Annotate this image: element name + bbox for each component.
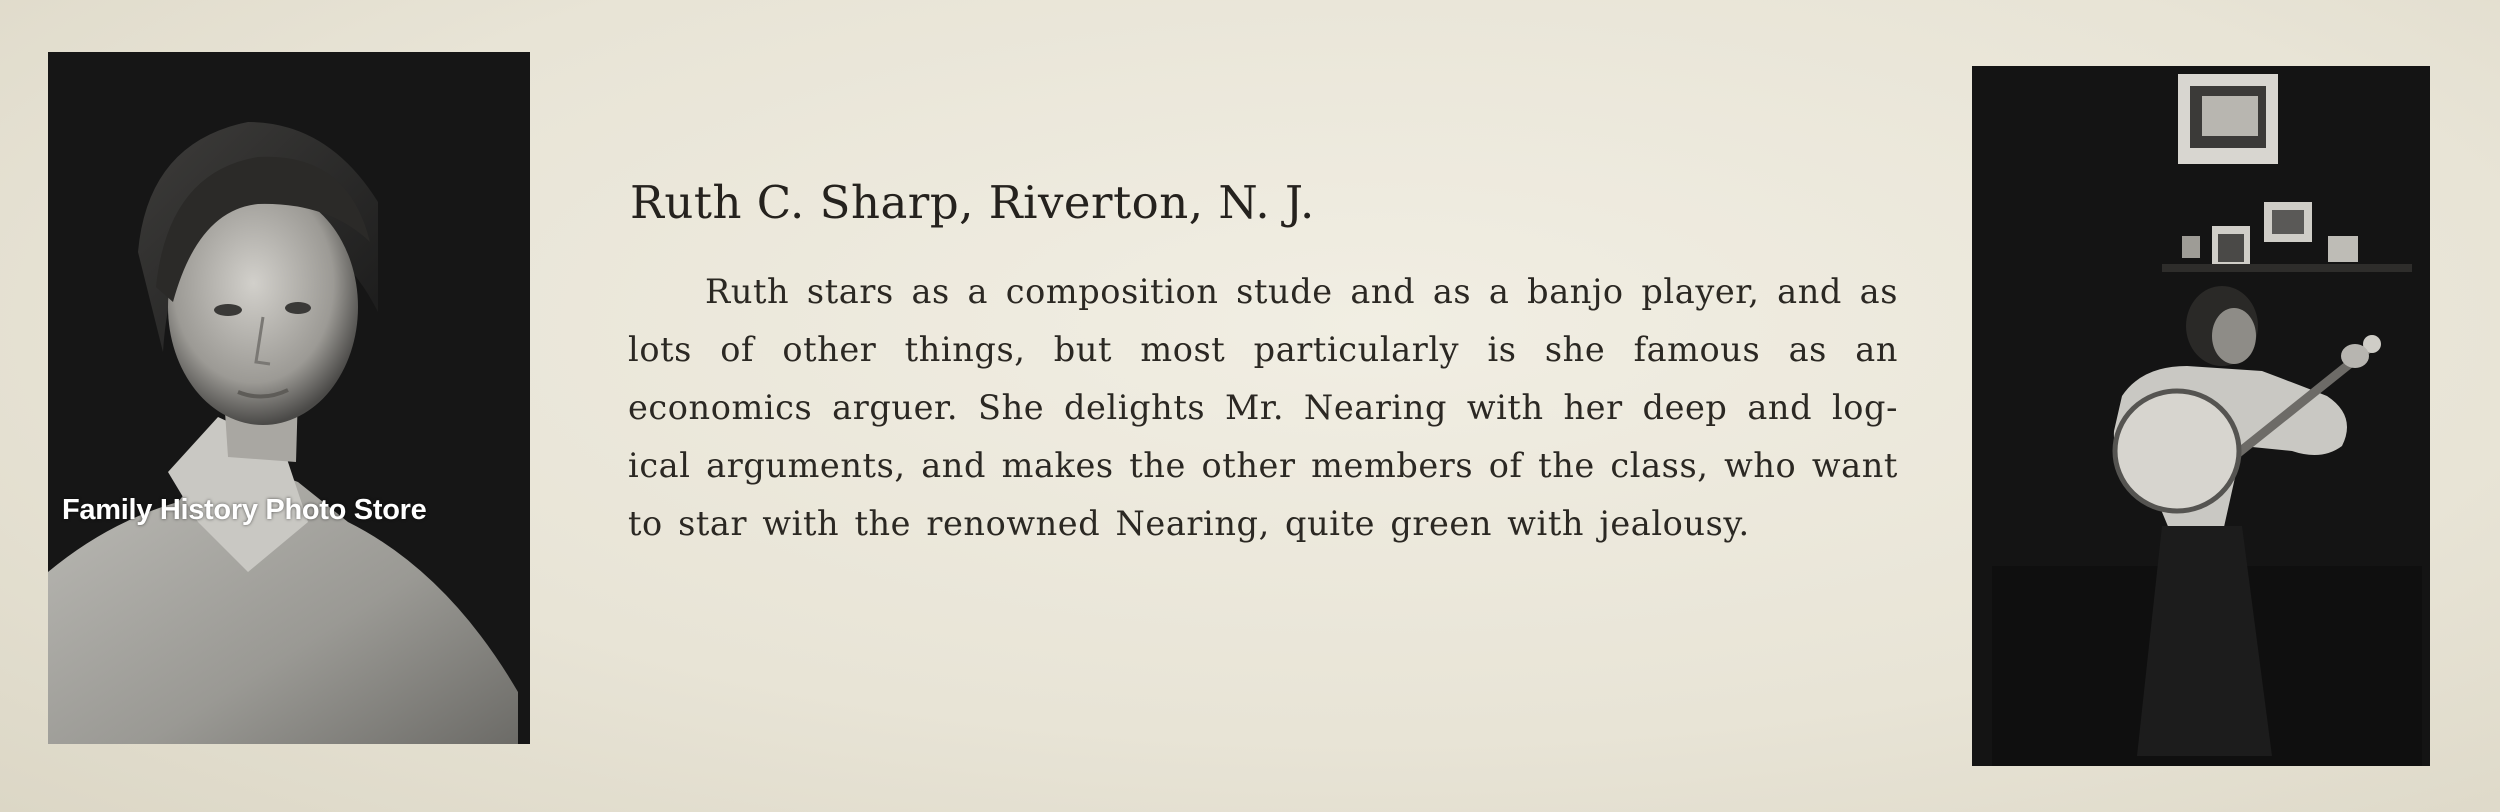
banjo-player-photo xyxy=(1972,66,2430,766)
banjo-scene-illustration xyxy=(1972,66,2430,766)
entry-body: Ruth stars as a composition stude and as a banjo player, and as lots of other things, but most particularly is she famous as an economics arguer. She delights Mr. Nearing with her deep and log-ical arguments, and makes the other members of the class, who want to star with the renowned Nearing, quite green with jealousy. xyxy=(628,272,1898,543)
portrait-photo xyxy=(48,52,530,744)
portrait-illustration xyxy=(48,52,530,744)
watermark-text: Family History Photo Store xyxy=(62,494,427,526)
yearbook-entry xyxy=(628,176,1898,553)
entry-title: Ruth C. Sharp, Riverton, N. J. xyxy=(630,176,1315,229)
